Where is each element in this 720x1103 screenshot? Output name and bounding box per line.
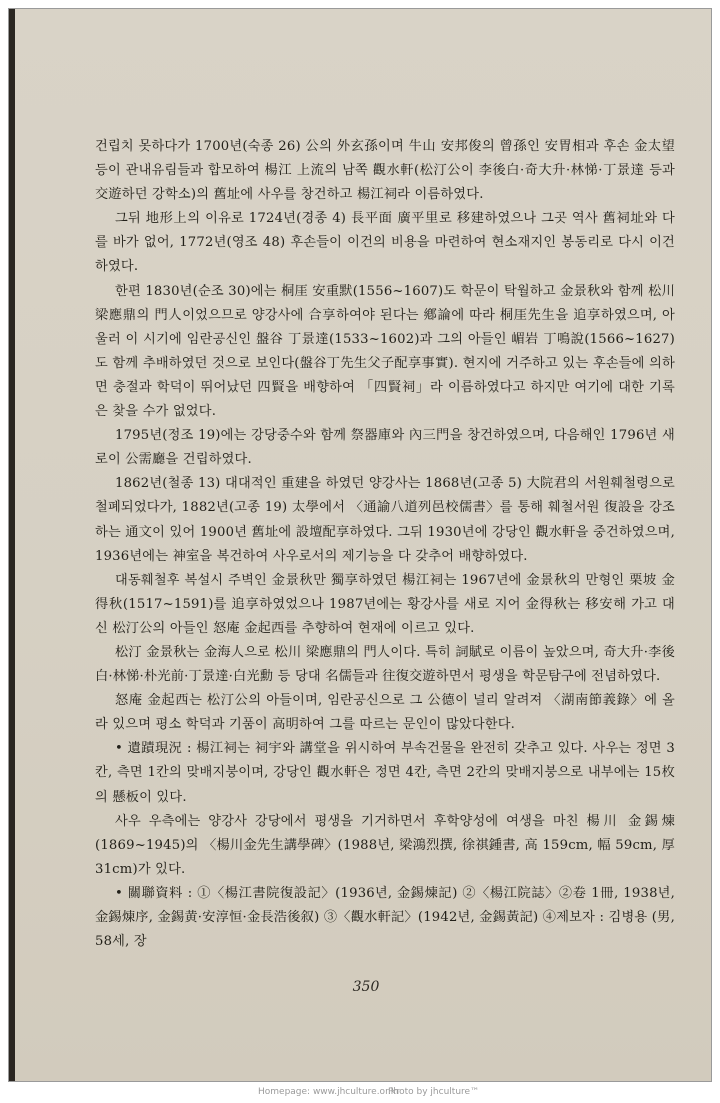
- footer-photo-credit: Photo by jhculture™: [388, 1087, 480, 1097]
- body-text: [95, 135, 675, 954]
- paragraph: • 遺蹟現況 : 楊江祠는 祠宇와 講堂을 위시하여 부속건물을 완전히 갖추고 있다. 사우는 정면 3칸, 측면 1칸의 맞배지붕이며, 강당인 觀水軒은 정면 4칸, 측면 2칸의 맞배지붕으로 내부에는 15枚의 懸板이 있다.: [95, 741, 675, 805]
- paragraph: 사우 우측에는 양강사 강당에서 평생을 기거하면서 후학양성에 여생을 마친 楊川 金錫煉(1869~1945)의 〈楊川金先生講學碑〉(1988년, 梁鴻烈撰, 徐祺鍾書, 高 159cm, 幅 59cm, 厚 31cm)가 있다.: [95, 813, 675, 877]
- photo-frame: [8, 8, 712, 1082]
- paragraph: 한편 1830년(순조 30)에는 桐厓 安重默(1556~1607)도 학문이 탁월하고 金景秋와 함께 松川 梁應鼎의 門人이었으므로 양강사에 合享하여야 된다는 鄕論에 따라 桐厓先生을 追享하였으며, 아울러 이 시기에 임란공신인 盤谷 丁景達(1533~1602)과 그의 아들인 嵋岩 丁鳴說(1566~1627)도 함께 추배하였던 것으로 보인다(盤谷丁先生父子配享事實). 현지에 거주하고 있는 후손들에 의하면 충절과 학덕이 뛰어났던 四賢을 배향하여 「四賢祠」라 이름하였다고 하지만 여기에 대한 기록은 찾을 수가 없었다.: [95, 283, 675, 420]
- paragraph: 그뒤 地形上의 이유로 1724년(경종 4) 長平面 廣平里로 移建하였으나 그곳 역사 舊祠址와 다를 바가 없어, 1772년(영조 48) 후손들이 이건의 비용을 마련하여 현소재지인 봉동리로 다시 이건하였다.: [95, 211, 675, 275]
- paragraph: 怒庵 金起西는 松汀公의 아들이며, 임란공신으로 그 公德이 널리 알려져 〈湖南節義錄〉에 올라 있으며 평소 학덕과 기품이 高明하여 그를 따르는 문인이 많았다한다.: [95, 693, 675, 733]
- book-page: [9, 9, 711, 1081]
- paragraph: 대동훼철후 복설시 주벽인 金景秋만 獨享하였던 楊江祠는 1967년에 金景秋의 만형인 栗坡 金得秋(1517~1591)를 追享하였었으나 1987년에는 황강사를 새로 지어 金得秋는 移安해 가고 대신 松汀公의 아들인 怒庵 金起西를 추향하여 현재에 이르고 있다.: [95, 572, 675, 636]
- page-number: 350: [352, 979, 380, 995]
- footer-homepage: Homepage: www.jhculture.or.kr: [258, 1087, 400, 1097]
- paragraph: 松汀 金景秋는 金海人으로 松川 梁應鼎의 門人이다. 특히 詞賦로 이름이 높았으며, 奇大升·李後白·林悌·朴光前·丁景達·白光勳 등 당대 名儒들과 往復交遊하면서 평생을 학문탐구에 전념하였다.: [95, 644, 675, 685]
- paragraph: 1862년(철종 13) 대대적인 重建을 하였던 양강사는 1868년(고종 5) 大院君의 서원훼철령으로 철폐되었다가, 1882년(고종 19) 太學에서 〈通諭八道列邑校儒書〉를 통해 훼철서원 復設을 강조하는 通文이 있어 1900년 舊址에 設壇配享하였다. 그뒤 1930년에 강당인 觀水軒을 중건하였으며, 1936년에는 神室을 복건하여 사우로서의 제기능을 다 갖추어 배향하였다.: [95, 476, 675, 564]
- footer: [0, 1084, 720, 1103]
- paragraph: 1795년(정조 19)에는 강당중수와 함께 祭器庫와 內三門을 창건하였으며, 다음해인 1796년 새로이 公需廳을 건립하였다.: [95, 428, 675, 468]
- paragraph: 건립치 못하다가 1700년(숙종 26) 公의 外玄孫이며 牛山 安邦俊의 曾孫인 安胃相과 후손 金太望 등이 관내유림들과 합모하여 楊江 上流의 남쪽 觀水軒(松汀公이 李後白·奇大升·林悌·丁景達 등과 交遊하던 강학소)의 舊址에 사우를 창건하고 楊江祠라 이름하였다.: [95, 139, 675, 203]
- paragraph: • 關聯資料 : ①〈楊江書院復設記〉(1936년, 金錫煉記) ②〈楊江院誌〉②卷 1冊, 1938년, 金錫煉序, 金錫黄·安淳恒·金長浩後叙) ③〈觀水軒記〉(1942년, 金錫黃記) ④제보자 : 김병용 (男, 58세, 장: [95, 885, 675, 950]
